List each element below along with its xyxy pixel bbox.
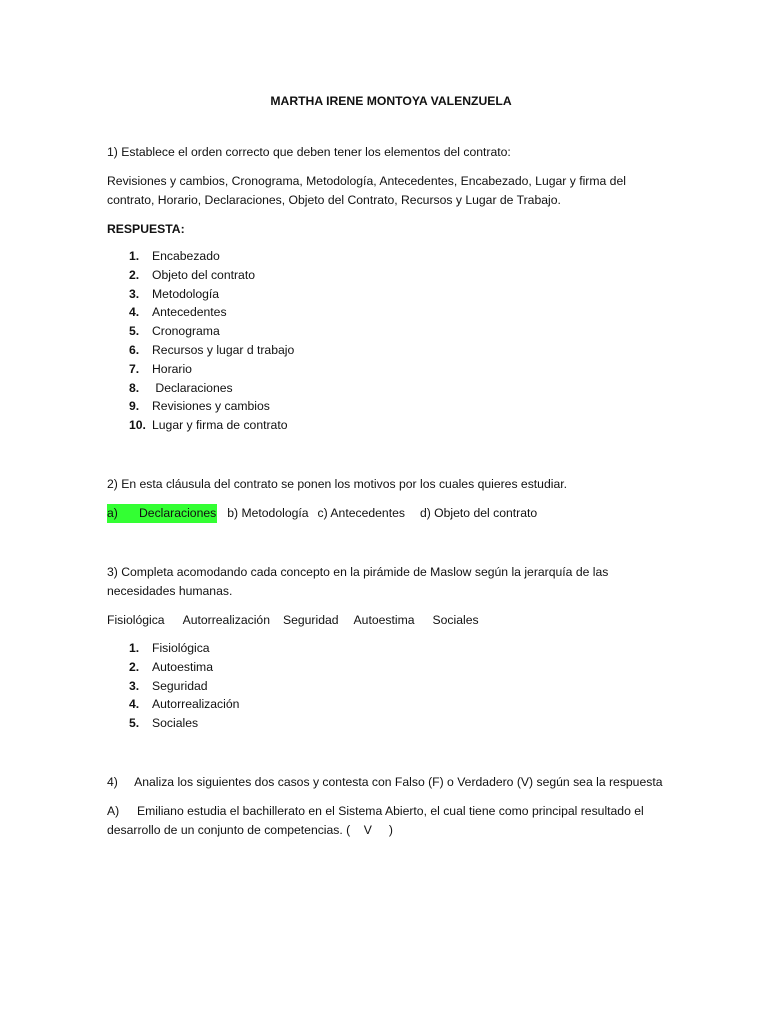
list-item [129, 266, 667, 285]
list-text: Seguridad [152, 678, 208, 693]
list-text: Cronograma [152, 324, 220, 339]
question-2-options [107, 504, 667, 523]
list-text: Encabezado [152, 249, 220, 263]
case-a [107, 802, 667, 840]
list-text: Objeto del contrato [152, 267, 255, 282]
list-text: Recursos y lugar d trabajo [152, 342, 295, 357]
question-3-concepts [107, 611, 667, 630]
concept-item: Seguridad [282, 612, 339, 627]
case-a-paragraph [107, 802, 667, 840]
list-text: Fisiológica [152, 640, 210, 655]
selected-answer-highlight [107, 504, 217, 523]
question-1-elements: Revisiones y cambios, Cronograma, Metodología, Antecedentes, Encabezado, Lugar y firma del contrato, Horario, Declaraciones, Objeto del Contrato, Recursos y Lugar de Trabajo. [107, 174, 626, 207]
question-1: 1) Establece el orden correcto que deben tener los elementos del contrato: [107, 145, 511, 159]
concept-item: Autorrealización [182, 612, 270, 627]
question-3-answer-list [107, 639, 667, 733]
list-item [129, 247, 667, 266]
list-text: Revisiones y cambios [152, 399, 270, 414]
list-text: Horario [152, 361, 192, 376]
concept-item: Autoestima [353, 612, 415, 627]
list-number: 9. [129, 399, 140, 414]
list-item [129, 416, 667, 435]
list-item [129, 714, 667, 733]
spacer [107, 523, 667, 563]
list-number: 2. [129, 267, 140, 282]
list-text: Autoestima [152, 659, 213, 674]
list-number: 5. [129, 716, 140, 731]
option-a-letter: a) [107, 505, 118, 520]
list-text: Declaraciones [152, 380, 233, 395]
list-item [129, 341, 667, 360]
concept-item: Fisiológica [107, 612, 165, 627]
list-text: Sociales [152, 716, 199, 731]
option-d: d) Objeto del contrato [419, 505, 538, 520]
list-number: 5. [129, 324, 140, 339]
answer-label: RESPUESTA: [107, 222, 185, 236]
list-number: 10. [129, 418, 146, 433]
list-text: Lugar y firma de contrato [152, 418, 288, 433]
spacer [107, 435, 667, 475]
question-3: 3) Completa acomodando cada concepto en la pirámide de Maslow según la jerarquía de las necesidades humanas. [107, 564, 609, 598]
list-number: 4. [129, 305, 140, 320]
list-item [129, 639, 667, 658]
question-1-answer-list [107, 247, 667, 435]
list-item [129, 695, 667, 714]
list-number: 3. [129, 678, 140, 693]
list-item [129, 360, 667, 379]
list-number: 1. [129, 640, 140, 655]
option-a-text: Declaraciones [139, 505, 217, 520]
question-4: 4) Analiza los siguientes dos casos y contesta con Falso (F) o Verdadero (V) según sea la respuesta [107, 774, 663, 789]
list-number: 4. [129, 697, 140, 712]
list-number: 2. [129, 659, 140, 674]
list-number: 6. [129, 342, 140, 357]
list-number: 1. [129, 249, 140, 263]
list-number: 8. [129, 380, 140, 395]
concept-item: Sociales [432, 612, 479, 627]
list-text: Autorrealización [152, 697, 240, 712]
list-item [129, 322, 667, 341]
list-item [129, 379, 667, 398]
option-b: b) Metodología [227, 505, 309, 520]
list-item [129, 677, 667, 696]
list-item [129, 397, 667, 416]
list-item [129, 658, 667, 677]
list-item [129, 285, 667, 304]
question-2: 2) En esta cláusula del contrato se ponen los motivos por los cuales quieres estudiar. [107, 476, 568, 491]
list-text: Antecedentes [152, 305, 227, 320]
document-content [107, 92, 667, 840]
case-a-letter: A) [107, 803, 120, 818]
case-a-text: Emiliano estudia el bachillerato en el Sistema Abierto, el cual tiene como principal resultado el desarrollo de un conjunto de competencias. ( V ) [107, 803, 648, 837]
list-item [129, 303, 667, 322]
option-c: c) Antecedentes [317, 505, 405, 520]
list-number: 7. [129, 361, 140, 376]
list-number: 3. [129, 286, 140, 301]
student-name-title: MARTHA IRENE MONTOYA VALENZUELA [270, 94, 512, 108]
spacer [107, 733, 667, 773]
list-text: Metodología [152, 286, 220, 301]
